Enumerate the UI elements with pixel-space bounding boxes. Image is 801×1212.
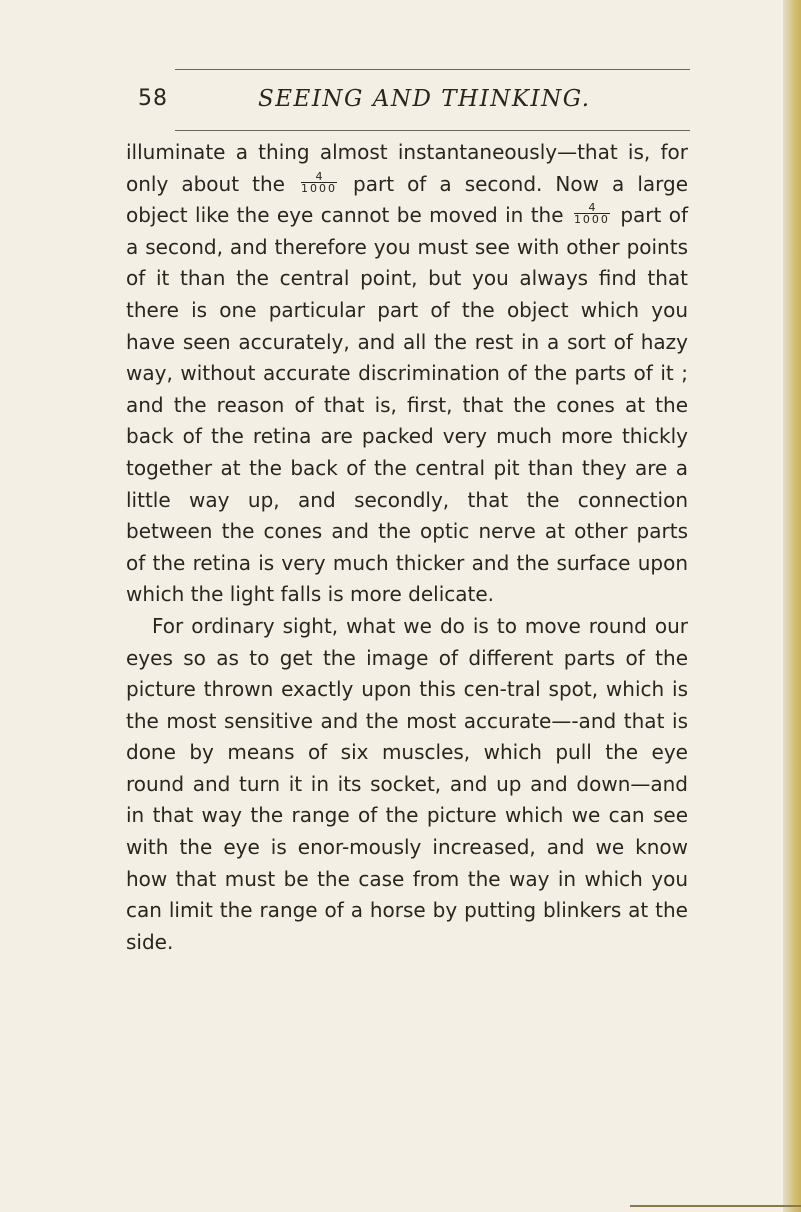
running-head: SEEING AND THINKING. — [258, 86, 591, 112]
paragraph-2: For ordinary sight, what we do is to move round our eyes so as to get the image of different parts of the picture thrown exactly upon this cen-tral spot, which is the most sensitive and the most accurate—-and that is done by means of six muscles, which pull the eye round and turn it in its socket, and up and down—and in that way the range of the picture which we can see with the eye is enor-mously increased, and we know how that must be the case from the way in which you can limit the range of a horse by putting blinkers at the side. — [126, 613, 688, 954]
header-top-rule — [175, 69, 690, 70]
paragraph-1 — [126, 137, 688, 611]
page-number: 58 — [138, 86, 168, 111]
paragraph-1-segment-2: part of a second. Now a large object like the eye cannot be moved in the — [126, 171, 689, 228]
paragraph-1-segment-1: illuminate a thing almost instantaneously—that is, for only about the — [126, 140, 688, 196]
fraction-2-denominator: 1000 — [573, 213, 610, 227]
page-edge — [783, 0, 801, 1212]
fraction-2 — [574, 202, 610, 225]
fraction-1 — [301, 171, 337, 194]
header-bottom-rule — [175, 130, 690, 131]
fraction-1-numerator: 4 — [301, 171, 337, 183]
page-bottom-edge — [630, 1205, 801, 1207]
page-header — [126, 86, 686, 126]
paragraph-1-segment-3: part of a second, and therefore you must see with other points of it than the central point, but you always find that there is one particular part of the object which you have seen accurately, and all the rest in a sort of hazy way, without accurate discrimination of the parts of it ; and the reason of that is, first, that the cones at the back of the retina are packed very much more thickly together at the back of the central pit than they are a little way up, and secondly, that the connection between the cones and the optic nerve at other parts of the retina is very much thicker and the surface upon which the light falls is more delicate. — [126, 203, 689, 607]
body-text — [126, 137, 688, 958]
fraction-2-numerator: 4 — [574, 202, 610, 214]
fraction-1-denominator: 1000 — [300, 181, 337, 195]
